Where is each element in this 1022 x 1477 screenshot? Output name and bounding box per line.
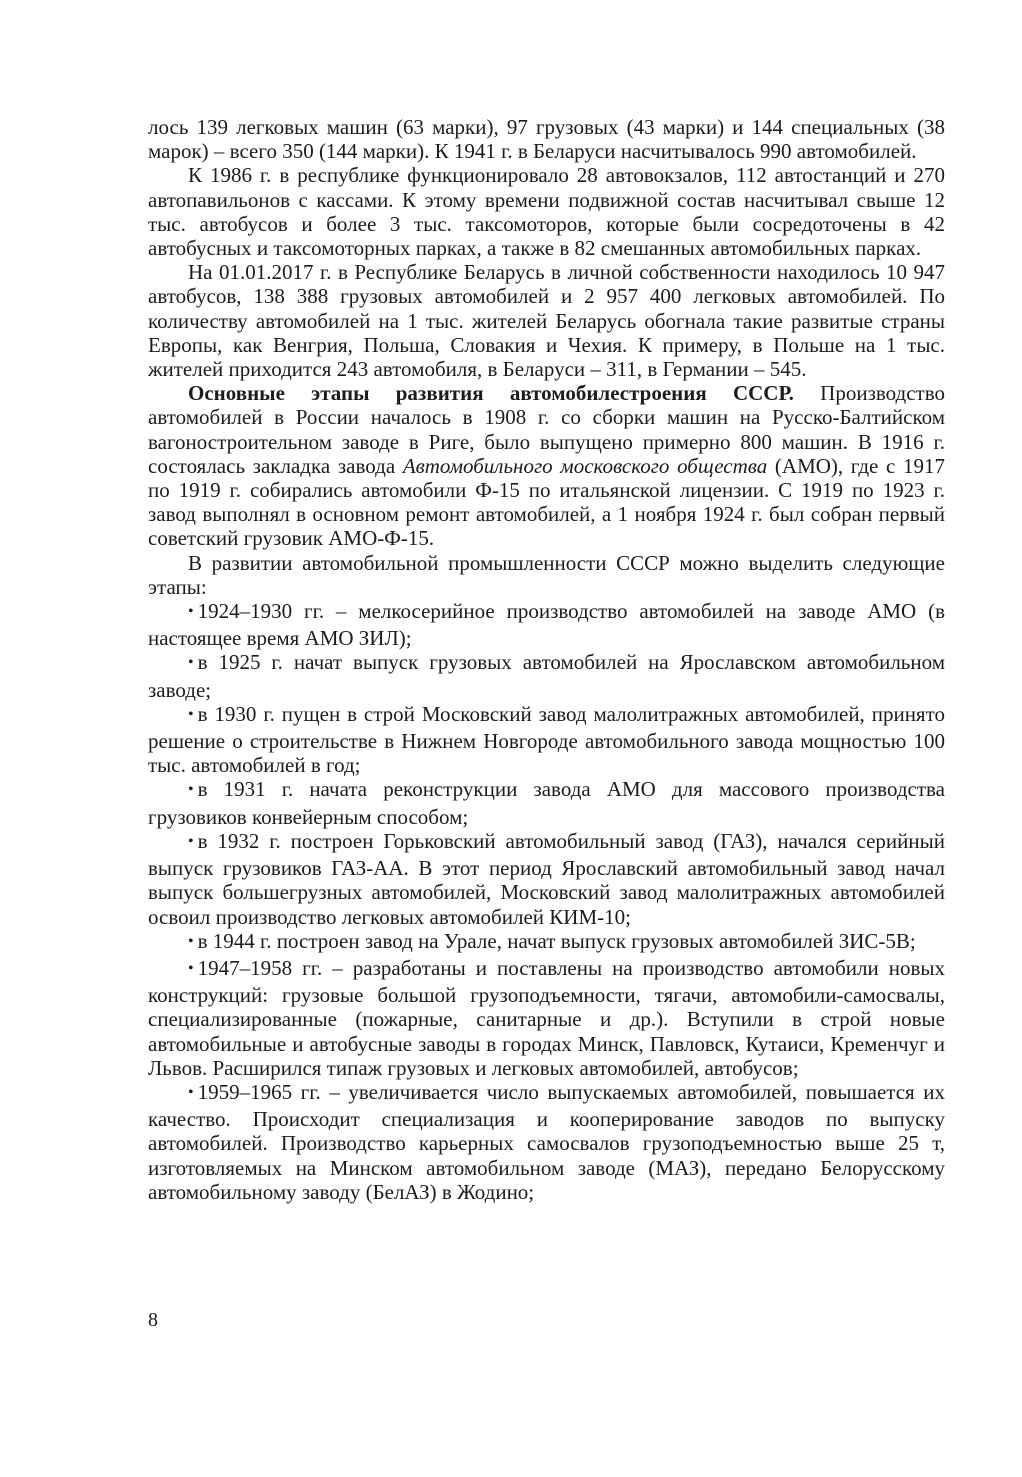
page-body [148,115,945,1204]
list-item [148,599,945,650]
list-item-text: 1924–1930 гг. – мелкосерийное производство автомобилей на заводе АМО (в настоящее время АМО ЗИЛ); [148,599,945,651]
bullet-icon: • [188,603,194,621]
list-item-text: в 1944 г. построен завод на Урале, начат выпуск грузовых автомобилей ЗИС-5В; [197,928,916,953]
paragraph-1: лось 139 легковых машин (63 марки), 97 грузовых (43 марки) и 144 специальных (38 марок) – всего 350 (144 марки). К 1941 г. в Беларуси насчитывалось 990 автомобилей. [148,115,945,164]
list-item [148,777,945,828]
page-number: 8 [148,1309,158,1331]
list-item-text: в 1930 г. пущен в строй Московский завод малолитражных автомобилей, принято решение о строительстве в Нижнем Новгороде автомобильного завода мощностью 100 тыс. автомобилей в год; [148,701,945,778]
list-item [148,829,945,929]
list-item [148,929,945,956]
bullet-icon: • [188,781,194,799]
bullet-icon: • [188,654,194,672]
paragraph-4-italic: Автомобильного московского общества [402,453,768,478]
paragraph-3: На 01.01.2017 г. в Республике Беларусь в личной собственности находилось 10 947 автобусов, 138 388 грузовых автомобилей и 2 957 400 легковых автомобилей. По количеству автомобилей на 1 тыс. жителей Беларусь обогнала такие развитые страны Европы, как Венгрия, Польша, Словакия и Чехия. К примеру, в Польше на 1 тыс. жителей приходится 243 автомобиля, в Беларуси – 311, в Германии – 545. [148,260,945,382]
list-item-text: 1947–1958 гг. – разработаны и поставлены на производство автомобили новых конструкций: грузовые большой грузоподъемности, тягачи, автомобили-самосвалы, специализированные (пожарные, санитарные и др.). Вступили в строй новые автомобильные и автобусные заводы в городах Минск, Павловск, Кутаиси, Кременчуг и Львов. Расширился типаж грузовых и легковых автомобилей, автобусов; [148,955,945,1080]
bullet-icon: • [188,832,194,850]
bullet-icon: • [188,932,194,950]
list-item [148,956,945,1080]
paragraph-4-text-1: Производство автомобилей в России началось в 1908 г. со сборки машин на Русско-Балтийском вагоностроительном заводе в Риге, было выпущено примерно 800 машин. В 1916 г. состоялась закладка завода [148,381,945,478]
paragraph-4 [148,381,945,550]
list-item-text: в 1925 г. начат выпуск грузовых автомобилей на Ярославском автомобильном заводе; [148,650,945,702]
list-item [148,650,945,701]
bullet-icon: • [188,705,194,723]
paragraph-5: В развитии автомобильной промышленности СССР можно выделить следующие этапы: [148,550,945,599]
list-item-text: в 1932 г. построен Горьковский автомобильный завод (ГАЗ), начался серийный выпуск грузовиков ГАЗ-АА. В этот период Ярославский автомобильный завод начал выпуск большегрузных автомобилей, Московский завод малолитражных автомобилей освоил производство легковых автомобилей КИМ-10; [148,828,945,929]
list-item-text: 1959–1965 гг. – увеличивается число выпускаемых автомобилей, повышается их качество. Происходит специализация и кооперирование заводов по выпуску автомобилей. Производство карьерных самосвалов грузоподъемностью выше 25 т, изготовляемых на Минском автомобильном заводе (МАЗ), передано Белорусскому автомобильному заводу (БелАЗ) в Жодино; [148,1079,945,1204]
paragraph-4-text-2: (АМО), где с 1917 по 1919 г. собирались автомобили Ф-15 по итальянской лицензии. С 1919 по 1923 г. завод выполнял в основном ремонт автомобилей, а 1 ноября 1924 г. был собран первый советский грузовик АМО-Ф-15. [148,453,946,551]
bullet-icon: • [188,959,194,977]
list-item [148,1080,945,1204]
bullet-icon: • [188,1083,194,1101]
list-item [148,702,945,778]
list-item-text: в 1931 г. начата реконструкции завода АМО для массового производства грузовиков конвейерным способом; [148,777,945,829]
section-heading: Основные этапы развития автомобилестроения СССР. [188,381,794,406]
paragraph-2: К 1986 г. в республике функционировало 28 автовокзалов, 112 автостанций и 270 автопавильонов с кассами. К этому времени подвижной состав насчитывал свыше 12 тыс. автобусов и более 3 тыс. таксомоторов, которые были сосредоточены в 42 автобусных и таксомоторных парках, а также в 82 смешанных автомобильных парках. [148,163,945,261]
